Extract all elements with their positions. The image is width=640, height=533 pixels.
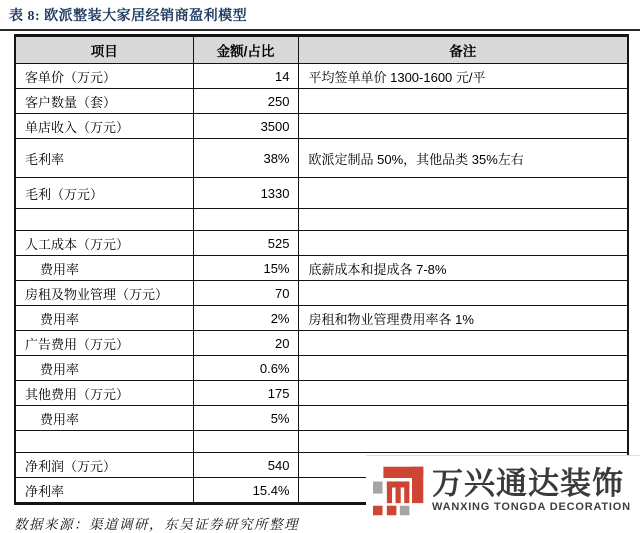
value-cell: 0.6% [193,356,298,381]
item-cell: 净利润（万元） [15,453,193,478]
item-cell: 费用率 [15,306,193,331]
mosaic-squares-icon [373,462,425,520]
note-cell: 平均签单单价 1300-1600 元/平 [298,64,628,89]
note-cell [298,231,628,256]
value-cell: 525 [193,231,298,256]
spacer-row [15,209,628,231]
note-cell [298,281,628,306]
item-cell: 人工成本（万元） [15,231,193,256]
table-row [15,114,628,139]
item-cell [15,209,193,231]
table-row [15,356,628,381]
logo-name-en: WANXING TONGDA DECORATION [432,500,631,513]
value-cell: 2% [193,306,298,331]
item-cell: 客单价（万元） [15,64,193,89]
table-row [15,178,628,209]
note-cell [298,331,628,356]
profit-model-table [14,34,629,505]
note-cell [298,178,628,209]
note-cell [298,431,628,453]
value-cell: 38% [193,139,298,178]
data-source: 数据来源：渠道调研，东吴证券研究所整理 [14,517,299,532]
note-cell [298,209,628,231]
note-cell [298,114,628,139]
title-rule [0,29,640,31]
item-cell: 费用率 [15,356,193,381]
item-cell: 费用率 [15,406,193,431]
item-cell [15,431,193,453]
item-cell: 毛利率 [15,139,193,178]
table-row [15,64,628,89]
item-cell: 净利率 [15,478,193,504]
value-cell: 1330 [193,178,298,209]
item-cell: 广告费用（万元） [15,331,193,356]
note-cell [298,406,628,431]
value-cell: 70 [193,281,298,306]
item-cell: 毛利（万元） [15,178,193,209]
value-cell: 5% [193,406,298,431]
table-row [15,406,628,431]
table-row [15,89,628,114]
value-cell: 175 [193,381,298,406]
table-row [15,139,628,178]
header-row [15,36,628,64]
header-item: 项目 [15,36,193,64]
value-cell: 3500 [193,114,298,139]
header-note: 备注 [298,36,628,64]
value-cell: 15.4% [193,478,298,504]
report-page [0,5,640,532]
table-row [15,331,628,356]
logo-text [432,468,631,513]
note-cell [298,356,628,381]
company-logo [366,455,640,524]
header-value: 金额/占比 [193,36,298,64]
table-row [15,381,628,406]
value-cell: 20 [193,331,298,356]
table-row [15,281,628,306]
item-cell: 房租及物业管理（万元） [15,281,193,306]
value-cell [193,431,298,453]
note-cell: 底薪成本和提成各 7-8% [298,256,628,281]
logo-name-cn: 万兴通达装饰 [432,466,624,502]
table-row [15,256,628,281]
value-cell: 14 [193,64,298,89]
item-cell: 单店收入（万元） [15,114,193,139]
item-cell: 其他费用（万元） [15,381,193,406]
value-cell: 250 [193,89,298,114]
value-cell [193,209,298,231]
note-cell [298,89,628,114]
table-row [15,306,628,331]
note-cell: 房租和物业管理费用率各 1% [298,306,628,331]
value-cell: 540 [193,453,298,478]
table-body [15,64,628,504]
table-title: 表 8: 欧派整装大家居经销商盈利模型 [9,9,248,24]
table-row [15,231,628,256]
value-cell: 15% [193,256,298,281]
spacer-row [15,431,628,453]
note-cell [298,381,628,406]
item-cell: 客户数量（套） [15,89,193,114]
note-cell: 欧派定制品 50%，其他品类 35%左右 [298,139,628,178]
item-cell: 费用率 [15,256,193,281]
